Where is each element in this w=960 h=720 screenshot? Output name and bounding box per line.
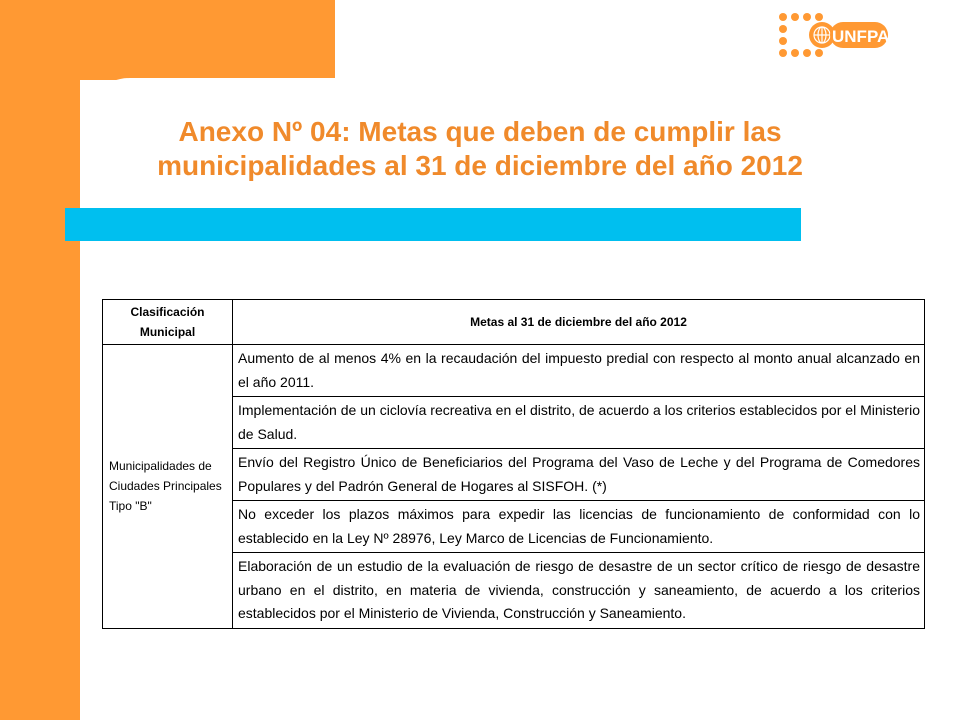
title-line-2: municipalidades al 31 de diciembre del año 2012 — [157, 150, 803, 181]
unfpa-logo — [778, 12, 890, 60]
orange-side-band — [0, 0, 80, 720]
table-row — [103, 345, 925, 397]
goals-table — [102, 299, 925, 629]
logo-text: UNFPA — [832, 27, 890, 46]
un-emblem-icon — [814, 27, 830, 43]
table-header-row — [103, 300, 925, 345]
goal-cell: No exceder los plazos máximos para expedir las licencias de funcionamiento de conformidad con lo establecido en la Ley Nº 28976, Ley Marco de Licencias de Funcionamiento. — [233, 501, 925, 553]
goal-cell: Envío del Registro Único de Beneficiarios del Programa del Vaso de Leche y del Programa de Comedores Populares y del Padrón General de Hogares al SISFOH. (*) — [233, 449, 925, 501]
title-line-1: Anexo Nº 04: Metas que deben de cumplir las — [178, 116, 782, 147]
classification-cell: Municipalidades de Ciudades Principales Tipo "B" — [103, 345, 233, 629]
header-goals: Metas al 31 de diciembre del año 2012 — [233, 300, 925, 345]
orange-top-band — [0, 0, 335, 80]
accent-bar — [65, 208, 801, 241]
goal-cell: Aumento de al menos 4% en la recaudación del impuesto predial con respecto al monto anual alcanzado en el año 2011. — [233, 345, 925, 397]
header-classification: Clasificación Municipal — [103, 300, 233, 345]
goal-cell: Implementación de un ciclovía recreativa en el distrito, de acuerdo a los criterios establecidos por el Ministerio de Salud. — [233, 397, 925, 449]
goal-cell: Elaboración de un estudio de la evaluación de riesgo de desastre de un sector crítico de riesgo de desastre urbano en el distrito, en materia de vivienda, construcción y saneamiento, de acuerdo a los criterios establecidos por el Ministerio de Vivienda, Construcción y Saneamiento. — [233, 553, 925, 629]
page-title — [100, 115, 860, 183]
